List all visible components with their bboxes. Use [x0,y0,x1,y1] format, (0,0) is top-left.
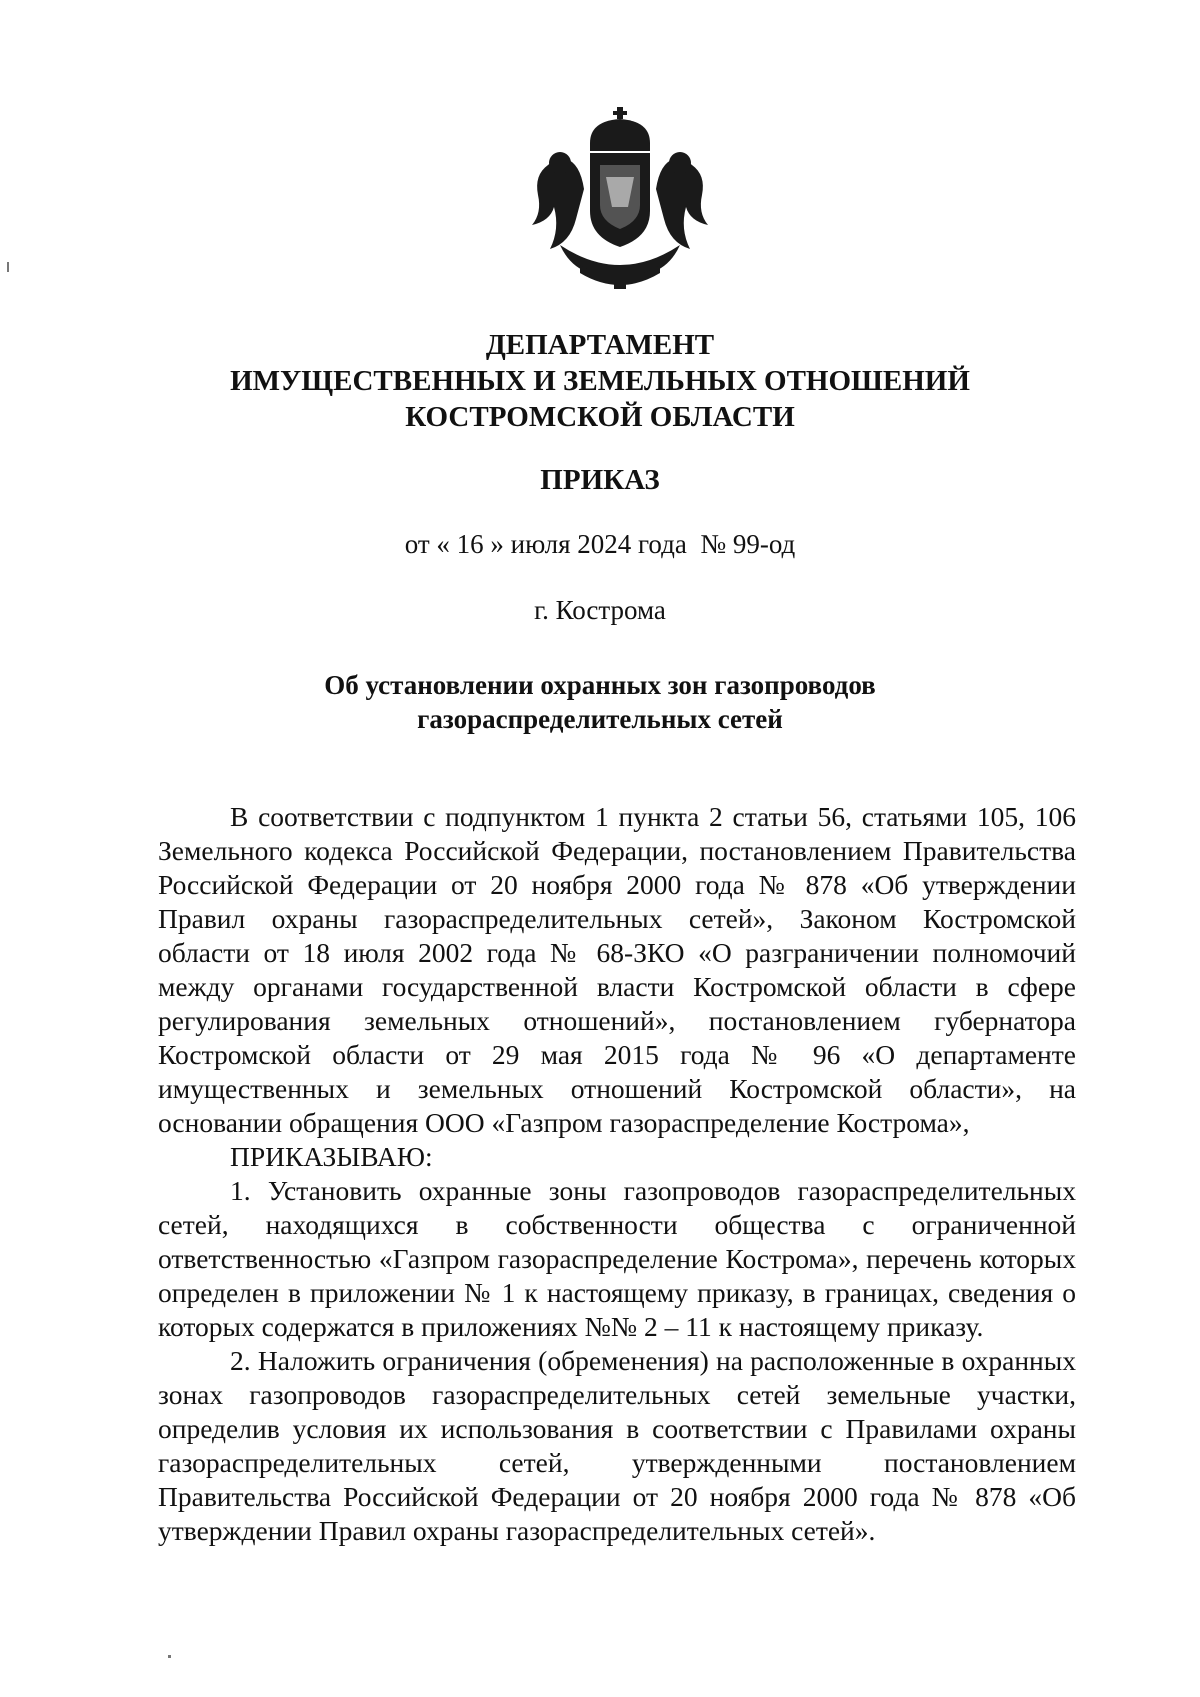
title-line: Об установлении охранных зон газопроводов [324,670,876,700]
item-paragraph: 2. Наложить ограничения (обременения) на расположенные в охранных зонах газопроводов газораспределительных сетей земельные участки, определив условия их использования в соответствии с Правилами охраны газораспределительных сетей, утвержденными постановлением Правительства Российской Федерации от 20 ноября 2000 года № 878 «Об утверждении Правил охраны газораспределительных сетей». [158,1345,1076,1546]
organization-line: КОСТРОМСКОЙ ОБЛАСТИ [405,401,795,433]
coat-of-arms-icon [520,105,720,295]
organization-line: ДЕПАРТАМЕНТ [485,329,715,361]
city-name: г. Кострома [534,595,666,625]
document-title [0,668,1200,736]
date-and-number [0,528,1200,560]
item-paragraph: 1. Установить охранные зоны газопроводов газораспределительных сетей, находящихся в собственности общества с ограниченной ответственностью «Газпром газораспределение Кострома», перечень которых определен в приложении № 1 к настоящему приказу, в границах, сведения о которых содержатся в приложениях №№ 2 – 11 к настоящему приказу. [158,1175,1076,1342]
preamble-paragraph: В соответствии с подпунктом 1 пункта 2 статьи 56, статьями 105, 106 Земельного кодекса Российской Федерации, постановлением Правительства Российской Федерации от 20 ноября 2000 года № 878 «Об утверждении Правил охраны газораспределительных сетей», Законом Костромской области от 18 июля 2002 года № 68-ЗКО «О разграничении полномочий между органами государственной власти Костромской области в сфере регулирования земельных отношений», постановлением губернатора Костромской области от 29 мая 2015 года № 96 «О департаменте имущественных и земельных отношений Костромской области», на основании обращения ООО «Газпром газораспределение Кострома», [158,801,1076,1138]
date-line: от « 16 » июля 2024 года № 99-од [404,529,796,559]
organization-line: ИМУЩЕСТВЕННЫХ И ЗЕМЕЛЬНЫХ ОТНОШЕНИЙ [230,365,970,397]
order-word: ПРИКАЗЫВАЮ: [230,1141,433,1172]
organization-name [0,327,1200,435]
scan-mark [168,1655,171,1658]
document-type: ПРИКАЗ [540,464,660,496]
scan-mark [7,262,9,272]
title-line: газораспределительных сетей [417,704,783,734]
document-body [158,800,1076,1548]
